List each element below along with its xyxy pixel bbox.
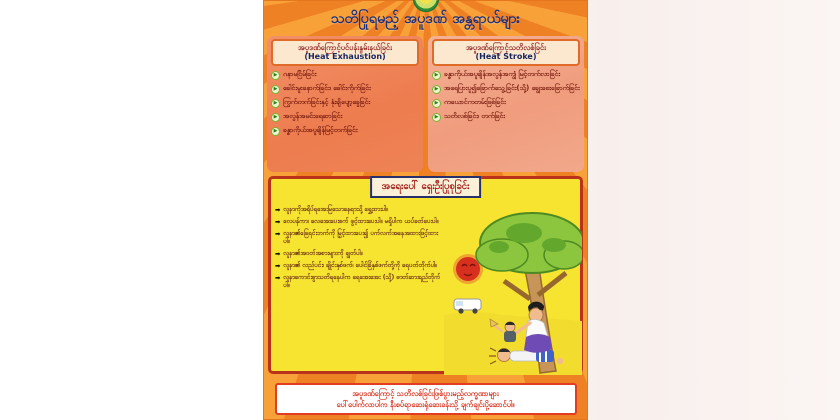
step-text: လူနာ၏ခြေရင်းဘက်ကို မြှင့်ထားပေး၍ ပက်လက်အနေအထားဖြင့်ထားပါ။ bbox=[283, 229, 439, 246]
play-bullet-icon: ▶ bbox=[432, 85, 441, 94]
step-text: လူနာကိုအရိပ်ရအေးမြသောနေရာသို့ ရွှေ့ထားပါ။ bbox=[283, 206, 389, 213]
symptom-text: ဂနာမငြိမ်ခြင်း bbox=[283, 69, 317, 78]
play-bullet-icon: ▶ bbox=[271, 71, 280, 80]
symptom-text: ကြွက်တက်ခြင်းနှင့် နုံးချိပျော့ခွေခြင်း bbox=[283, 97, 371, 106]
step-text: လူနာကောင်းစွာသတိရနေပါက ရေအေးအေး (သို့) ဓာတ်ဆားရည်တိုက်ပါ။ bbox=[283, 273, 441, 290]
symptom-text: ကယောင်ကတမ်းဖြစ်ခြင်း bbox=[444, 97, 506, 106]
ground-shape bbox=[444, 312, 582, 375]
play-bullet-icon: ▶ bbox=[432, 99, 441, 108]
list-item bbox=[432, 98, 580, 108]
heat-danger-poster bbox=[263, 0, 588, 420]
tree-canopy bbox=[476, 213, 582, 273]
first-aid-box bbox=[268, 176, 583, 374]
play-bullet-icon: ▶ bbox=[432, 71, 441, 80]
arrow-bullet-icon: ➡ bbox=[275, 229, 281, 238]
list-item bbox=[432, 70, 580, 80]
heat-exhaustion-symptom-list bbox=[271, 70, 419, 136]
list-item bbox=[271, 84, 419, 94]
shade-tree-scene bbox=[444, 203, 582, 375]
list-item bbox=[275, 250, 442, 259]
step-text: လူနာ၏အဝတ်အစားများကို ချွတ်ပါ။ bbox=[283, 249, 363, 257]
arrow-bullet-icon: ➡ bbox=[275, 273, 281, 282]
symptom-text: ခန္ဓာကိုယ်အပူချိန်မြင့်တက်ခြင်း bbox=[283, 125, 358, 134]
symptom-text: သတိလစ်ခြင်း၊ တက်ခြင်း bbox=[444, 111, 506, 120]
list-item bbox=[432, 84, 580, 94]
heading-english: (Heat Stroke) bbox=[475, 52, 537, 62]
arrow-bullet-icon: ➡ bbox=[275, 249, 281, 258]
arrow-bullet-icon: ➡ bbox=[275, 206, 281, 214]
heading-burmese: အပူဒဏ်ကြောင့်သတိလစ်ခြင်း bbox=[465, 43, 547, 52]
list-item bbox=[271, 98, 419, 108]
step-text: လေပန်ကာ၊ လေအေးပေးစက် ဖွင့်ထားပေးပါ။ မရှိပါက ယပ်ခတ်ပေးပါ။ bbox=[283, 217, 439, 225]
list-item bbox=[275, 206, 442, 215]
heat-exhaustion-panel bbox=[267, 36, 423, 172]
footer-line-1: အပူဒဏ်ကြောင့် သတိလစ်ခြင်းဖြစ်ပွားမည့်လက္ခဏာများ bbox=[352, 389, 499, 398]
list-item bbox=[275, 230, 442, 247]
step-text: လူနာ၏ လည်ပင်း၊ ချိုင်းနှစ်ဖက်၊ ပေါင်ခြံနှစ်ဖက်တို့ကို ရေပတ်တိုက်ပါ။ bbox=[283, 261, 438, 269]
play-bullet-icon: ▶ bbox=[271, 99, 280, 108]
list-item bbox=[275, 274, 442, 291]
symptom-text: ခေါင်းမူးနောက်ခြင်း၊ ခေါင်းကိုက်ခြင်း bbox=[283, 83, 371, 92]
list-item bbox=[271, 70, 419, 80]
play-bullet-icon: ▶ bbox=[271, 113, 280, 122]
heading-english: (Heat Exhaustion) bbox=[304, 52, 386, 62]
list-item bbox=[275, 262, 442, 271]
poster-title: သတိပြုရမည့် အပူဒဏ် အန္တရာယ်များ bbox=[330, 11, 521, 27]
symptom-text: အလွန်အမင်းရေဆာခြင်း bbox=[283, 111, 343, 120]
list-item bbox=[432, 112, 580, 122]
footer-line-2: ပေါ်ပေါက်လာပါက နီးစပ်ရာဆေးရုံဆေးခန်းသို့ ချက်ချင်းပို့ဆောင်ပါ။ bbox=[336, 400, 515, 410]
heading-burmese: အပူဒဏ်ကြောင့်ပင်ပန်းနွမ်းနယ်ခြင်း bbox=[298, 43, 392, 52]
symptom-text: အရေပြားပူ၍ခြောက်သွေ့ခြင်း(သို့) ချွေးစေးခြောက်ခြင်း bbox=[444, 83, 580, 92]
first-aid-illustration bbox=[444, 203, 577, 369]
list-item bbox=[271, 112, 419, 122]
heat-stroke-heading bbox=[432, 39, 580, 66]
play-bullet-icon: ▶ bbox=[432, 113, 441, 122]
play-bullet-icon: ▶ bbox=[271, 127, 280, 136]
list-item bbox=[275, 218, 442, 227]
first-aid-heading: အရေးပေါ် ရှေးဦးပြုစုခြင်း bbox=[370, 176, 482, 198]
footer-warning-box bbox=[275, 383, 577, 415]
arrow-bullet-icon: ➡ bbox=[275, 217, 281, 226]
heat-exhaustion-heading bbox=[271, 39, 419, 66]
first-aid-body bbox=[275, 203, 577, 369]
symptom-text: ခန္ဓာကိုယ်အပူချိန်အလွန်အကျွံ မြင့်တက်လာခြင်း bbox=[444, 69, 561, 78]
ambulance-icon bbox=[454, 299, 481, 314]
heat-stroke-symptom-list bbox=[432, 70, 580, 122]
play-bullet-icon: ▶ bbox=[271, 85, 280, 94]
arrow-bullet-icon: ➡ bbox=[275, 261, 281, 270]
heat-stroke-panel bbox=[428, 36, 584, 172]
first-aid-step-list bbox=[275, 203, 444, 369]
symptom-columns bbox=[267, 36, 584, 172]
list-item bbox=[271, 126, 419, 136]
